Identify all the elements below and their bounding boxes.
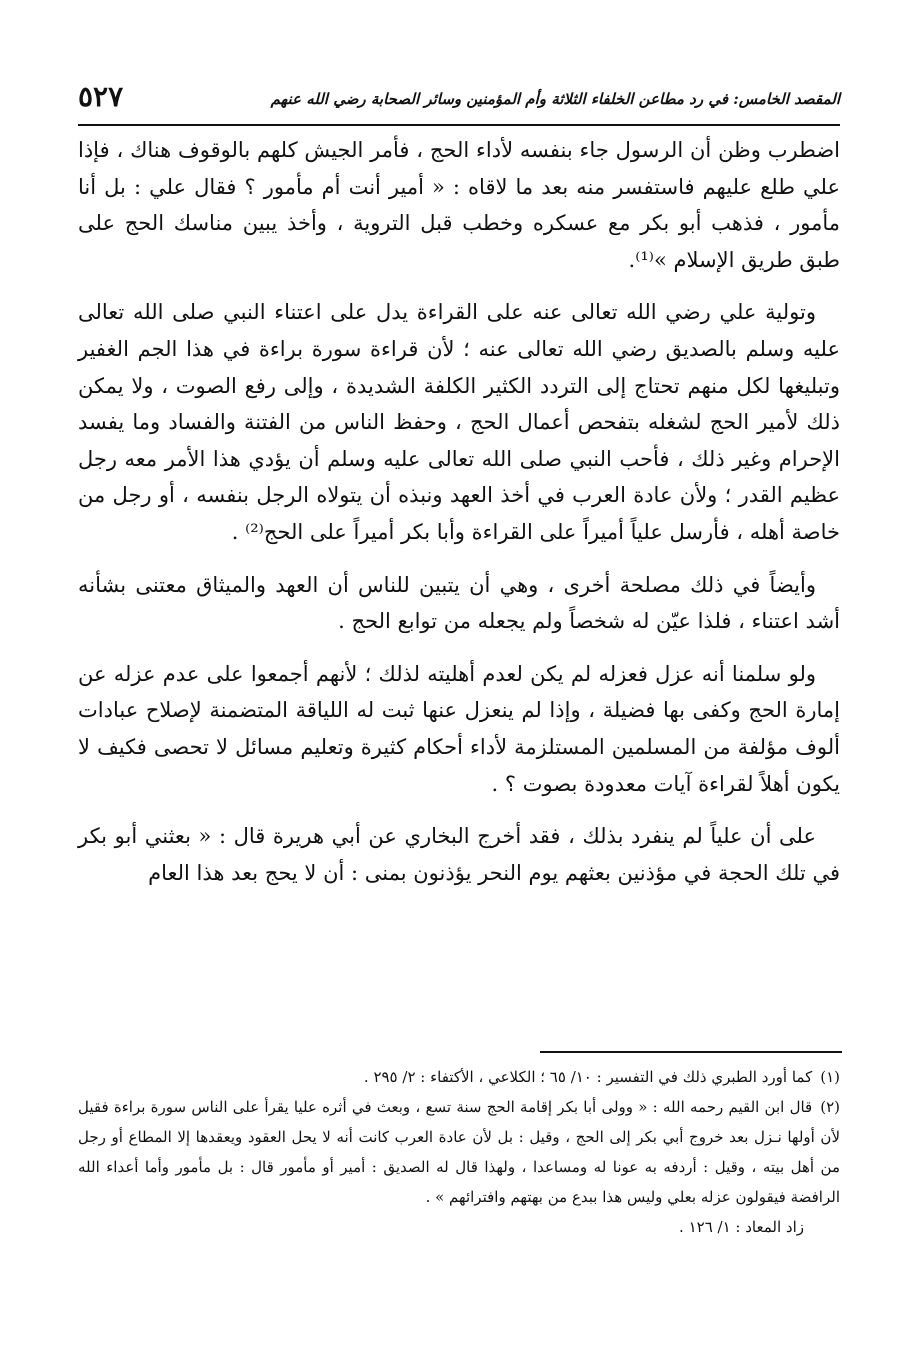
paragraph-dismissal-argument: ولو سلمنا أنه عزل فعزله لم يكن لعدم أهليته لذلك ؛ لأنهم أجمعوا على عدم عزله عن إمارة الحج وكفى بها فضيلة ، وإذا لم ينعزل عنها ثبت له اللياقة المتضمنة لإصلاح عبادات ألوف مؤلفة من المسلمين المستلزمة لأداء أحكام كثيرة وتعليم مسائل لا تحصى فكيف لا يكون أهلاً لقراءة آيات معدودة بصوت ؟ . [78,661,841,796]
footnote-2-source: زاد المعاد : ١/ ١٢٦ . [679,1218,804,1236]
running-header [78,80,840,124]
header-title: المقصد الخامس: في رد مطاعن الخلفاء الثلاثة وأم المؤمنين وسائر الصحابة رضي الله عنهم [270,90,840,108]
footnotes [78,1062,840,1242]
paragraph-continuation: اضطرب وظن أن الرسول جاء بنفسه لأداء الحج ، فأمر الجيش كلهم بالوقوف هناك ، فإذا علي طلع عليهم فاستفسر منه بعد ما لاقاه : « أمير أنت أم مأمور ؟ فقال علي : بل أنا مأمور ، فذهب أبو بكر مع عسكره وخطب قبل التروية ، وأخذ يبين مناسك الحج على طبق طريق الإسلام »⁽¹⁾. [78,138,840,272]
paragraph-bukhari-hadith: على أن علياً لم ينفرد بذلك ، فقد أخرج البخاري عن أبي هريرة قال : « بعثني أبو بكر في تلك الحجة في مؤذنين بعثهم يوم النحر يؤذنون بمنى : أن لا يحج بعد هذا العام [78,824,840,885]
header-rule [78,124,840,126]
paragraph-ali-recitation: وتولية علي رضي الله تعالى عنه على القراءة يدل على اعتناء النبي صلى الله تعالى عليه وسلم بالصديق رضي الله تعالى عنه ؛ لأن قراءة سورة براءة في هذا الجم الغفير وتبليغها لكل منهم تحتاج إلى التردد الكثير الكلفة الشديدة ، وإلى رفع الصوت ، ولا يمكن ذلك لأمير الحج لشغله بتفحص أعمال الحج ، وحفظ الناس من الفتنة والفساد وما يفسد الإحرام وغير ذلك ، فأحب النبي صلى الله تعالى عليه وسلم أن يؤدي هذا الأمر معه رجل عظيم القدر ؛ ولأن عادة العرب في أخذ العهد ونبذه أن يتولاه الرجل بنفسه ، أو رجل من خاصة أهله ، فأرسل علياً أميراً على القراءة وأبا بكر أميراً على الحج⁽²⁾ . [78,300,840,544]
footnote-text: قال ابن القيم رحمه الله : « وولى أبا بكر إقامة الحج سنة تسع ، وبعث في أثره عليا يقرأ على الناس سورة براءة فقيل لأن أولها نـزل بعد خروج أبي بكر إلى الحج ، وقيل : بل لأن عادة العرب كانت أنه لا يحل العقود ويعقدها إلا المطاع أو رجل من أهل بيته ، وقيل : أردفه به عونا له ومساعدا ، ولهذا قال له الصديق : أمير أو مأمور قال : بل مأمور وأما أعداء الله الرافضة فيقولون عزله بعلي وليس هذا ببدع من بهتهم وافترائهم » . [78,1098,840,1206]
footnote-number: (٢) [820,1098,840,1116]
footnote-rule [540,1051,842,1053]
footnote-1 [78,1062,840,1092]
main-text [78,132,840,891]
footnote-text: كما أورد الطبري ذلك في التفسير : ١٠/ ٦٥ ؛ الكلاعي ، الأكتفاء : ٢/ ٢٩٥ . [363,1068,813,1086]
footnote-2 [78,1092,840,1212]
footnote-number: (١) [820,1068,840,1086]
page-number: ٥٢٧ [78,80,124,113]
paragraph-another-benefit: وأيضاً في ذلك مصلحة أخرى ، وهي أن يتبين للناس أن العهد والميثاق معتنى بشأنه أشد اعتناء ، فلذا عيّن له شخصاً ولم يجعله من توابع الحج . [78,572,840,634]
